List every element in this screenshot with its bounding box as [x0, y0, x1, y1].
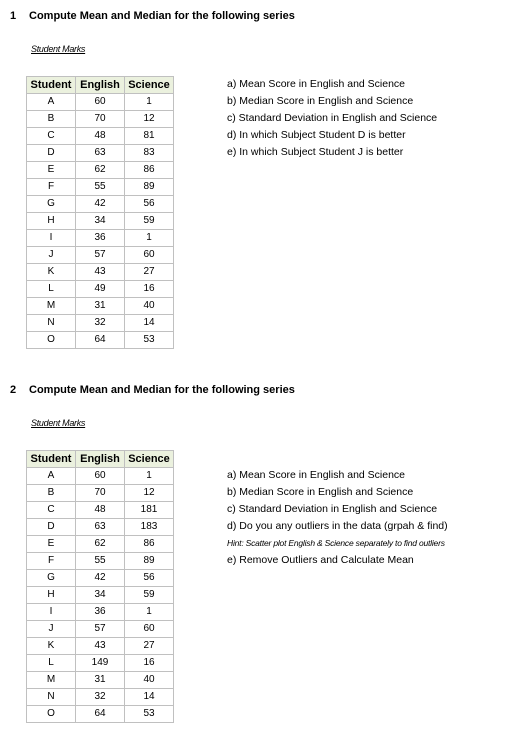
section-2-questions	[227, 467, 448, 569]
table-cell: 53	[125, 706, 174, 723]
table-cell: E	[27, 536, 76, 553]
table-cell: 40	[125, 672, 174, 689]
table-cell: J	[27, 621, 76, 638]
table-cell: 1	[125, 230, 174, 247]
table-cell: 40	[125, 298, 174, 315]
table-cell: J	[27, 247, 76, 264]
question-item: a) Mean Score in English and Science	[227, 78, 406, 90]
question-item: a) Mean Score in English and Science	[227, 469, 406, 481]
table-cell: 62	[76, 536, 125, 553]
table-cell: 183	[125, 519, 174, 536]
section-title-text: Compute Mean and Median for the following series	[29, 384, 295, 396]
table-cell: 60	[76, 468, 125, 485]
table-row	[27, 247, 174, 264]
question-item: e) Remove Outliers and Calculate Mean	[227, 554, 414, 566]
table-cell: A	[27, 468, 76, 485]
table-row	[27, 281, 174, 298]
table-cell: 64	[76, 332, 125, 349]
table-cell: C	[27, 502, 76, 519]
table-row	[27, 485, 174, 502]
table-row	[27, 128, 174, 145]
table-cell: 49	[76, 281, 125, 298]
table-row	[27, 638, 174, 655]
table-cell: 83	[125, 145, 174, 162]
table-cell: 86	[125, 536, 174, 553]
table-cell: 56	[125, 570, 174, 587]
table-cell: 55	[76, 553, 125, 570]
table-cell: 16	[125, 655, 174, 672]
table-cell: 42	[76, 570, 125, 587]
table-cell: 12	[125, 485, 174, 502]
column-header: Student	[27, 451, 76, 468]
table-cell: K	[27, 264, 76, 281]
section-number: 1	[10, 10, 17, 22]
table-cell: G	[27, 196, 76, 213]
table-cell: M	[27, 672, 76, 689]
section-title-text: Compute Mean and Median for the following series	[29, 10, 295, 22]
table-cell: I	[27, 230, 76, 247]
question-item: c) Standard Deviation in English and Science	[227, 112, 438, 124]
table-header-row	[27, 451, 174, 468]
table-row	[27, 706, 174, 723]
table-row	[27, 111, 174, 128]
table-cell: 43	[76, 264, 125, 281]
table-cell: 59	[125, 587, 174, 604]
table-cell: 14	[125, 315, 174, 332]
table-cell: E	[27, 162, 76, 179]
table-cell: L	[27, 655, 76, 672]
table-row	[27, 655, 174, 672]
table-row	[27, 502, 174, 519]
table-cell: F	[27, 179, 76, 196]
section-2-title	[10, 384, 295, 396]
table-cell: 89	[125, 553, 174, 570]
table-cell: 27	[125, 638, 174, 655]
section-2-marks-table	[26, 450, 174, 723]
table-cell: N	[27, 315, 76, 332]
table-row	[27, 213, 174, 230]
table-cell: D	[27, 519, 76, 536]
table-cell: 43	[76, 638, 125, 655]
table-cell: 55	[76, 179, 125, 196]
section-1-marks-table	[26, 76, 174, 349]
table-row	[27, 230, 174, 247]
table-cell: O	[27, 332, 76, 349]
table-cell: 57	[76, 247, 125, 264]
table-cell: C	[27, 128, 76, 145]
table-cell: 1	[125, 468, 174, 485]
section-number: 2	[10, 384, 17, 396]
table-row	[27, 145, 174, 162]
table-cell: G	[27, 570, 76, 587]
table-row	[27, 468, 174, 485]
column-header: English	[76, 451, 125, 468]
table-row	[27, 621, 174, 638]
table-cell: L	[27, 281, 76, 298]
table-cell: 70	[76, 111, 125, 128]
table-cell: 36	[76, 604, 125, 621]
hint-text: Hint: Scatter plot English & Science separately to find outliers	[227, 538, 445, 548]
table-cell: 89	[125, 179, 174, 196]
table-cell: 57	[76, 621, 125, 638]
table-cell: N	[27, 689, 76, 706]
table-cell: M	[27, 298, 76, 315]
table-cell: 36	[76, 230, 125, 247]
table-header-row	[27, 77, 174, 94]
table-cell: H	[27, 587, 76, 604]
table-cell: B	[27, 485, 76, 502]
table-row	[27, 553, 174, 570]
table-cell: 32	[76, 315, 125, 332]
table-cell: 1	[125, 604, 174, 621]
question-item: c) Standard Deviation in English and Science	[227, 503, 438, 515]
table-row	[27, 315, 174, 332]
table-cell: 59	[125, 213, 174, 230]
table-cell: H	[27, 213, 76, 230]
table-cell: 86	[125, 162, 174, 179]
table-cell: 63	[76, 519, 125, 536]
table-row	[27, 162, 174, 179]
table-row	[27, 332, 174, 349]
table-cell: 31	[76, 672, 125, 689]
table-cell: 81	[125, 128, 174, 145]
table-cell: 27	[125, 264, 174, 281]
table-row	[27, 196, 174, 213]
column-header: Science	[125, 77, 174, 94]
table-cell: K	[27, 638, 76, 655]
table-cell: 70	[76, 485, 125, 502]
table-row	[27, 587, 174, 604]
table-cell: 34	[76, 213, 125, 230]
table-row	[27, 570, 174, 587]
question-item: b) Median Score in English and Science	[227, 486, 414, 498]
question-item: d) In which Subject Student D is better	[227, 129, 406, 141]
table-row	[27, 519, 174, 536]
table-row	[27, 179, 174, 196]
section-2-caption: Student Marks	[31, 418, 86, 428]
table-cell: 60	[125, 621, 174, 638]
table-cell: 42	[76, 196, 125, 213]
table-cell: 34	[76, 587, 125, 604]
table-cell: 48	[76, 128, 125, 145]
table-cell: 63	[76, 145, 125, 162]
question-item: b) Median Score in English and Science	[227, 95, 414, 107]
section-1-title	[10, 10, 295, 22]
column-header: English	[76, 77, 125, 94]
section-1-questions	[227, 76, 437, 161]
table-cell: 14	[125, 689, 174, 706]
question-item: e) In which Subject Student J is better	[227, 146, 404, 158]
table-cell: 60	[76, 94, 125, 111]
table-cell: 53	[125, 332, 174, 349]
table-cell: D	[27, 145, 76, 162]
table-cell: 62	[76, 162, 125, 179]
table-cell: O	[27, 706, 76, 723]
table-cell: 149	[76, 655, 125, 672]
table-cell: B	[27, 111, 76, 128]
table-row	[27, 689, 174, 706]
table-cell: 12	[125, 111, 174, 128]
table-row	[27, 298, 174, 315]
table-cell: F	[27, 553, 76, 570]
table-cell: 48	[76, 502, 125, 519]
table-row	[27, 536, 174, 553]
table-cell: 31	[76, 298, 125, 315]
table-cell: 1	[125, 94, 174, 111]
table-cell: 32	[76, 689, 125, 706]
table-cell: 16	[125, 281, 174, 298]
table-cell: 64	[76, 706, 125, 723]
table-row	[27, 94, 174, 111]
table-cell: 181	[125, 502, 174, 519]
column-header: Student	[27, 77, 76, 94]
column-header: Science	[125, 451, 174, 468]
table-row	[27, 264, 174, 281]
section-1-caption: Student Marks	[31, 44, 86, 54]
question-item: d) Do you any outliers in the data (grpah & find)	[227, 520, 448, 532]
table-cell: 60	[125, 247, 174, 264]
table-cell: I	[27, 604, 76, 621]
table-row	[27, 604, 174, 621]
table-row	[27, 672, 174, 689]
table-cell: 56	[125, 196, 174, 213]
table-cell: A	[27, 94, 76, 111]
